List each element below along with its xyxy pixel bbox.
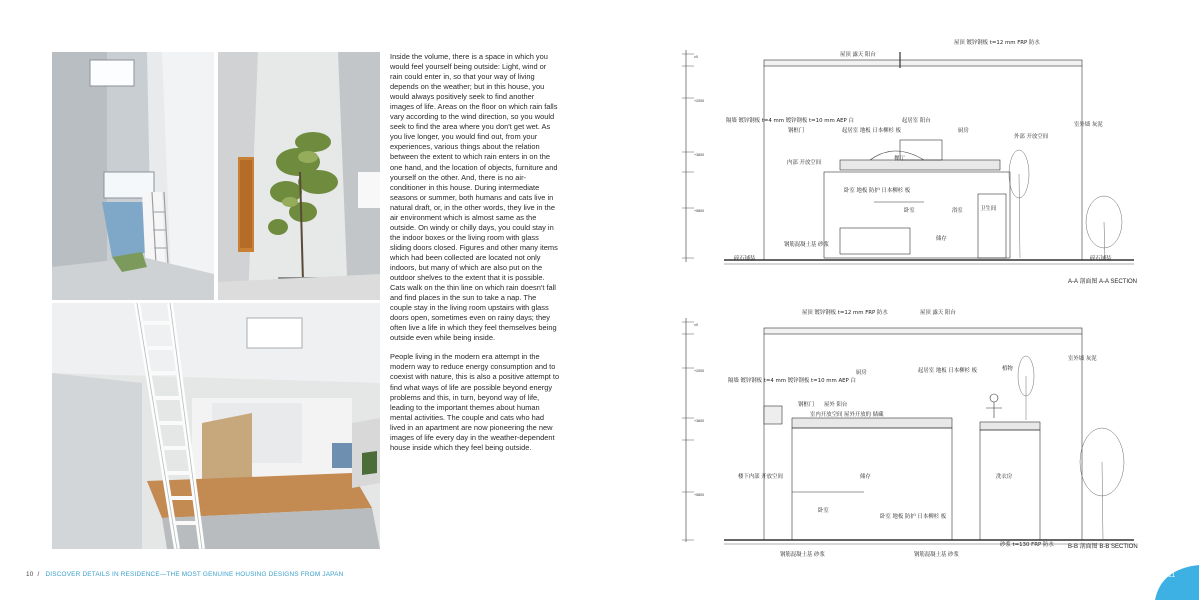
label-b-living: 起居室 地板 日本柳杉 板	[918, 368, 978, 374]
left-separator: /	[37, 571, 40, 578]
label-b-underbox: 楼下内部 开放空间	[738, 474, 783, 480]
label-a-wall: 隔墙 镀锌钢板 t=4 mm 镀锌钢板 t=10 mm AEP 白	[726, 118, 854, 124]
right-corner-tab	[1155, 565, 1199, 600]
label-b-outerwall: 室外墙 灰泥	[1068, 356, 1097, 362]
label-b-void: 屋顶 露天 阳台	[920, 310, 956, 316]
photo-courtyard-tree	[218, 52, 380, 300]
label-a-bedroom2: 卧室	[904, 208, 915, 214]
drawing-notes	[694, 55, 704, 497]
section-a-caption: A-A 剖面图 A-A SECTION	[1068, 279, 1138, 285]
body-text	[390, 52, 560, 462]
label-a-window: 钢框门	[788, 128, 805, 134]
label-a-outerwall: 室外墙 灰泥	[1074, 122, 1103, 128]
label-a-living: 起居室 地板 日本柳杉 板	[842, 128, 902, 134]
svg-text:±0: ±0	[694, 323, 698, 327]
label-b-box: 室内开放空间 屋外开放的 储藏	[810, 412, 884, 418]
label-a-roof: 屋顶 镀锌钢板 t=12 mm FRP 防水	[954, 40, 1040, 46]
label-b-storage: 储存	[860, 474, 871, 480]
label-a-toilet: 卫生间	[980, 206, 997, 212]
svg-text:+3800: +3800	[694, 153, 705, 157]
section-b-caption: B-B 剖面图 B-B SECTION	[1068, 544, 1138, 550]
running-title: DISCOVER DETAILS IN RESIDENCE—THE MOST GENUINE HOUSING DESIGNS FROM JAPAN	[45, 571, 344, 578]
photo-ladder-living	[52, 303, 380, 549]
section-drawings	[664, 22, 1184, 572]
label-b-roof: 屋顶 镀锌钢板 t=12 mm FRP 防水	[802, 310, 888, 316]
right-separator: /	[1164, 572, 1166, 579]
section-a-labels	[726, 38, 1112, 262]
label-a-dining: 餐厅	[894, 156, 905, 162]
right-page-number: 11	[1167, 572, 1176, 579]
section-drawing-a	[682, 50, 1134, 264]
left-page-number: 10	[26, 571, 34, 578]
section-drawing-b	[682, 318, 1134, 544]
label-a-storage: 储存	[936, 236, 947, 242]
label-b-window: 钢框门	[798, 402, 815, 408]
svg-text:+5800: +5800	[694, 209, 705, 213]
label-b-kitchen: 厨房	[856, 370, 867, 376]
label-b-floor: 钢筋混凝土基 砂浆	[780, 552, 825, 558]
label-b-bed: 卧室	[818, 508, 829, 514]
label-a-gravel: 碎石铺装	[734, 256, 756, 262]
label-b-tree: 植物	[1002, 366, 1013, 372]
label-a-kitchen: 厨房	[958, 128, 969, 134]
label-a-indoor: 内部 开放空间	[787, 160, 822, 166]
svg-text:+5800: +5800	[694, 493, 705, 497]
label-b-bedroom: 卧室 地板 防护 日本柳杉 板	[880, 514, 947, 520]
svg-text:+2000: +2000	[694, 369, 705, 373]
section-b-labels	[728, 308, 1097, 558]
label-b-laundry: 洗衣房	[996, 474, 1013, 480]
svg-text:+2000: +2000	[694, 99, 705, 103]
body-paragraph-2: People living in the modern era attempt in the modern way to reduce energy consumption and to coexist with nature, this is also a positive attempt to find what ways of life are possible beyond energy problems and this, in turn, beyond way of life, leading to the important themes about human mental activities. The couple and cats who had lived in an apartment are now pioneering the new images of life every day in the weather-dependent house inside which they feel being outside.	[390, 352, 560, 452]
svg-text:±0: ±0	[694, 55, 698, 59]
label-a-void: 屋顶 露天 阳台	[840, 52, 876, 58]
label-a-sunroom: 起居室 阳台	[902, 118, 931, 124]
label-b-floor-2: 钢筋混凝土基 砂浆	[914, 552, 959, 558]
body-paragraph-1: Inside the volume, there is a space in which you would feel yourself being outside: Light, wind or rain could enter in, so that your way of living depends on the weather; but in this house, you would always positively seek to find another images of life. Areas on the floor on which rain falls vary according to the wind direction, so you would seek to find the area where you don't get wet. As you live longer, you would find out, from your experiences, various things about the relation between the extent to which rain enters in on the one hand, and the location of objects, furniture and yourself on the other. And, there is no air-conditioner in this house. During intermediate seasons or summer, both humans and cats live in natural draft, or, in the other words, they live in the air environment which is almost same as the outside. On windy or chilly days, you could stay in the indoor boxes or the living room with glass sliding doors closed. Figures and other many items which had been collected are located not only indoors, but many of which are also put on the outdoor shelves to the extent that it is possible. Cats walk on the thin line on which rain doesn't fall and find places in the sun to take a nap. The couple stay in the living room upstairs with glass doors open, sometimes even on rainy days; they often live a life in which they feel themselves being outside even while being inside.	[390, 52, 558, 343]
label-a-floor: 钢筋混凝土基 砂浆	[784, 242, 829, 248]
left-footer	[26, 571, 343, 578]
right-page-number-group	[1164, 572, 1175, 579]
label-a-gravel-right: 碎石铺装	[1090, 256, 1112, 262]
label-b-deck: 屋外 阳台	[824, 402, 848, 408]
label-a-bath: 浴室	[952, 208, 963, 214]
svg-text:+3800: +3800	[694, 419, 705, 423]
label-a-outdoor: 外部 开放空间	[1014, 134, 1049, 140]
label-b-wall: 隔墙 镀锌钢板 t=4 mm 镀锌钢板 t=10 mm AEP 白	[728, 378, 856, 384]
label-b-roofdeck: 砂浆 t=130 FRP 防水	[1000, 542, 1054, 548]
label-a-bedroom: 卧室 地板 防护 日本柳杉 板	[844, 188, 911, 194]
photo-skylight-ladder	[52, 52, 214, 300]
